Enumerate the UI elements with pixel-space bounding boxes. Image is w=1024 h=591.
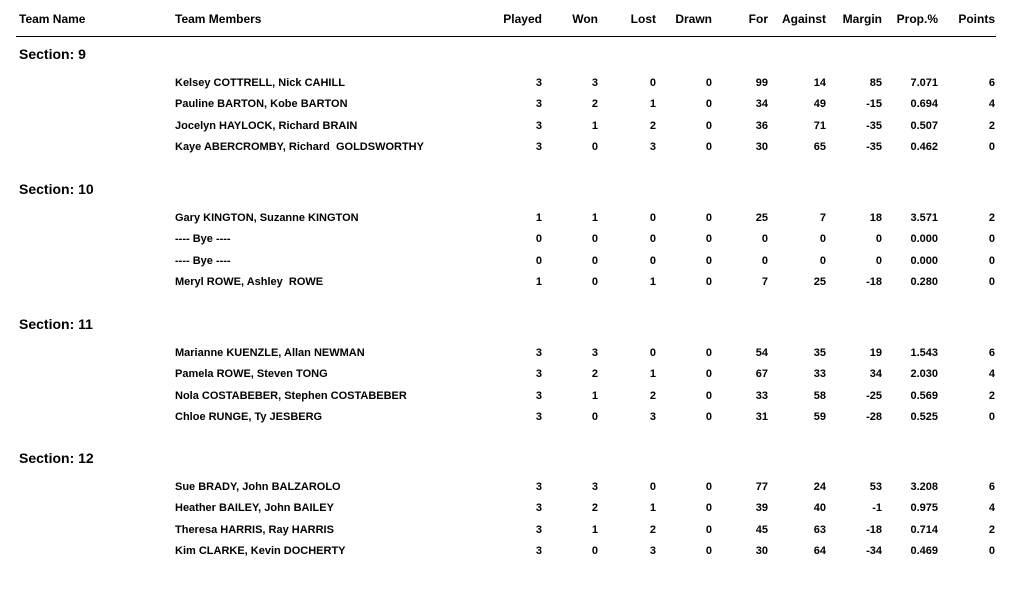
drawn-cell: 0	[705, 141, 712, 153]
for-cell: 25	[755, 212, 768, 224]
drawn-cell: 0	[705, 411, 712, 423]
played-cell: 3	[535, 502, 542, 514]
lost-cell: 0	[649, 347, 656, 359]
prop-cell: 3.208	[910, 481, 938, 493]
prop-cell: 0.000	[910, 255, 938, 267]
won-cell: 0	[591, 233, 598, 245]
lost-cell: 2	[649, 390, 656, 402]
header-divider	[16, 36, 996, 37]
played-cell: 0	[535, 255, 542, 267]
points-cell: 6	[988, 481, 995, 493]
points-cell: 2	[988, 120, 995, 132]
for-cell: 30	[755, 141, 768, 153]
for-cell: 45	[755, 524, 768, 536]
header-won: Won	[572, 12, 598, 26]
for-cell: 54	[755, 347, 768, 359]
table-row	[0, 120, 1024, 141]
margin-cell: 0	[875, 233, 882, 245]
drawn-cell: 0	[705, 347, 712, 359]
played-cell: 1	[535, 212, 542, 224]
for-cell: 39	[755, 502, 768, 514]
header-team-members: Team Members	[175, 12, 262, 26]
margin-cell: -35	[866, 141, 882, 153]
header-points: Points	[958, 12, 995, 26]
table-row	[0, 212, 1024, 233]
header-drawn: Drawn	[675, 12, 712, 26]
points-cell: 6	[988, 77, 995, 89]
for-cell: 7	[761, 276, 768, 288]
margin-cell: -25	[866, 390, 882, 402]
prop-cell: 0.569	[910, 390, 938, 402]
against-cell: 0	[819, 233, 826, 245]
header-margin: Margin	[842, 12, 882, 26]
for-cell: 31	[755, 411, 768, 423]
table-header	[0, 0, 1024, 36]
lost-cell: 0	[649, 481, 656, 493]
won-cell: 1	[591, 390, 598, 402]
team-members-cell: Theresa HARRIS, Ray HARRIS	[175, 524, 334, 536]
team-members-cell: Nola COSTABEBER, Stephen COSTABEBER	[175, 390, 407, 402]
points-cell: 0	[988, 255, 995, 267]
against-cell: 40	[813, 502, 826, 514]
for-cell: 77	[755, 481, 768, 493]
for-cell: 34	[755, 98, 768, 110]
points-cell: 0	[988, 233, 995, 245]
drawn-cell: 0	[705, 212, 712, 224]
margin-cell: -35	[866, 120, 882, 132]
table-row	[0, 368, 1024, 389]
against-cell: 0	[819, 255, 826, 267]
won-cell: 0	[591, 141, 598, 153]
table-row	[0, 77, 1024, 98]
won-cell: 2	[591, 368, 598, 380]
for-cell: 33	[755, 390, 768, 402]
lost-cell: 1	[649, 276, 656, 288]
for-cell: 67	[755, 368, 768, 380]
won-cell: 3	[591, 481, 598, 493]
prop-cell: 7.071	[910, 77, 938, 89]
header-team-name: Team Name	[19, 12, 86, 26]
drawn-cell: 0	[705, 524, 712, 536]
table-row	[0, 502, 1024, 523]
played-cell: 3	[535, 77, 542, 89]
drawn-cell: 0	[705, 77, 712, 89]
prop-cell: 0.469	[910, 545, 938, 557]
team-members-cell: ---- Bye ----	[175, 233, 231, 245]
for-cell: 30	[755, 545, 768, 557]
against-cell: 33	[813, 368, 826, 380]
played-cell: 3	[535, 120, 542, 132]
table-row	[0, 98, 1024, 119]
team-members-cell: Pauline BARTON, Kobe BARTON	[175, 98, 348, 110]
against-cell: 63	[813, 524, 826, 536]
against-cell: 71	[813, 120, 826, 132]
drawn-cell: 0	[705, 98, 712, 110]
section-title: Section: 12	[19, 450, 94, 466]
team-members-cell: Kaye ABERCROMBY, Richard GOLDSWORTHY	[175, 141, 424, 153]
played-cell: 3	[535, 545, 542, 557]
lost-cell: 1	[649, 502, 656, 514]
played-cell: 3	[535, 411, 542, 423]
margin-cell: -18	[866, 524, 882, 536]
against-cell: 25	[813, 276, 826, 288]
drawn-cell: 0	[705, 276, 712, 288]
margin-cell: 53	[869, 481, 882, 493]
points-cell: 0	[988, 411, 995, 423]
lost-cell: 2	[649, 120, 656, 132]
points-cell: 4	[988, 502, 995, 514]
prop-cell: 0.975	[910, 502, 938, 514]
margin-cell: 19	[869, 347, 882, 359]
team-members-cell: Marianne KUENZLE, Allan NEWMAN	[175, 347, 365, 359]
won-cell: 3	[591, 77, 598, 89]
points-cell: 4	[988, 98, 995, 110]
for-cell: 99	[755, 77, 768, 89]
points-cell: 6	[988, 347, 995, 359]
section-title: Section: 9	[19, 46, 86, 62]
header-prop: Prop.%	[896, 12, 938, 26]
table-row	[0, 233, 1024, 254]
prop-cell: 0.462	[910, 141, 938, 153]
against-cell: 64	[813, 545, 826, 557]
won-cell: 0	[591, 411, 598, 423]
prop-cell: 0.525	[910, 411, 938, 423]
prop-cell: 0.507	[910, 120, 938, 132]
drawn-cell: 0	[705, 255, 712, 267]
lost-cell: 0	[649, 212, 656, 224]
played-cell: 3	[535, 141, 542, 153]
played-cell: 3	[535, 98, 542, 110]
lost-cell: 0	[649, 255, 656, 267]
prop-cell: 1.543	[910, 347, 938, 359]
for-cell: 0	[761, 255, 768, 267]
played-cell: 1	[535, 276, 542, 288]
table-row	[0, 347, 1024, 368]
margin-cell: -15	[866, 98, 882, 110]
prop-cell: 0.280	[910, 276, 938, 288]
against-cell: 58	[813, 390, 826, 402]
team-members-cell: Chloe RUNGE, Ty JESBERG	[175, 411, 323, 423]
against-cell: 35	[813, 347, 826, 359]
points-cell: 2	[988, 524, 995, 536]
played-cell: 3	[535, 347, 542, 359]
points-cell: 2	[988, 390, 995, 402]
section-title: Section: 11	[19, 316, 93, 332]
points-cell: 0	[988, 141, 995, 153]
won-cell: 1	[591, 524, 598, 536]
margin-cell: 0	[875, 255, 882, 267]
won-cell: 1	[591, 212, 598, 224]
team-members-cell: Pamela ROWE, Steven TONG	[175, 368, 328, 380]
drawn-cell: 0	[705, 502, 712, 514]
against-cell: 59	[813, 411, 826, 423]
against-cell: 7	[819, 212, 826, 224]
margin-cell: 34	[869, 368, 882, 380]
team-members-cell: Meryl ROWE, Ashley ROWE	[175, 276, 324, 288]
team-members-cell: Kelsey COTTRELL, Nick CAHILL	[175, 77, 345, 89]
won-cell: 0	[591, 545, 598, 557]
prop-cell: 0.000	[910, 233, 938, 245]
drawn-cell: 0	[705, 368, 712, 380]
section-title: Section: 10	[19, 181, 94, 197]
played-cell: 0	[535, 233, 542, 245]
header-played: Played	[503, 12, 542, 26]
won-cell: 1	[591, 120, 598, 132]
table-row	[0, 255, 1024, 276]
team-members-cell: ---- Bye ----	[175, 255, 231, 267]
played-cell: 3	[535, 390, 542, 402]
won-cell: 2	[591, 98, 598, 110]
points-cell: 2	[988, 212, 995, 224]
against-cell: 24	[813, 481, 826, 493]
lost-cell: 3	[649, 141, 656, 153]
played-cell: 3	[535, 481, 542, 493]
lost-cell: 3	[649, 411, 656, 423]
played-cell: 3	[535, 368, 542, 380]
drawn-cell: 0	[705, 481, 712, 493]
team-members-cell: Kim CLARKE, Kevin DOCHERTY	[175, 545, 346, 557]
points-cell: 4	[988, 368, 995, 380]
team-members-cell: Sue BRADY, John BALZAROLO	[175, 481, 341, 493]
table-row	[0, 141, 1024, 162]
table-row	[0, 545, 1024, 566]
lost-cell: 0	[649, 233, 656, 245]
lost-cell: 1	[649, 98, 656, 110]
played-cell: 3	[535, 524, 542, 536]
points-cell: 0	[988, 276, 995, 288]
won-cell: 3	[591, 347, 598, 359]
won-cell: 0	[591, 276, 598, 288]
margin-cell: -28	[866, 411, 882, 423]
prop-cell: 2.030	[910, 368, 938, 380]
margin-cell: 85	[869, 77, 882, 89]
prop-cell: 0.694	[910, 98, 938, 110]
header-for: For	[748, 12, 768, 26]
margin-cell: -34	[866, 545, 882, 557]
drawn-cell: 0	[705, 545, 712, 557]
header-against: Against	[781, 12, 826, 26]
team-members-cell: Jocelyn HAYLOCK, Richard BRAIN	[175, 120, 358, 132]
team-members-cell: Heather BAILEY, John BAILEY	[175, 502, 334, 514]
drawn-cell: 0	[705, 120, 712, 132]
table-row	[0, 524, 1024, 545]
margin-cell: 18	[869, 212, 882, 224]
header-lost: Lost	[630, 12, 656, 26]
table-row	[0, 481, 1024, 502]
won-cell: 0	[591, 255, 598, 267]
drawn-cell: 0	[705, 233, 712, 245]
lost-cell: 1	[649, 368, 656, 380]
margin-cell: -1	[872, 502, 882, 514]
won-cell: 2	[591, 502, 598, 514]
against-cell: 49	[813, 98, 826, 110]
table-row	[0, 390, 1024, 411]
table-row	[0, 411, 1024, 432]
against-cell: 14	[813, 77, 826, 89]
lost-cell: 0	[649, 77, 656, 89]
lost-cell: 2	[649, 524, 656, 536]
against-cell: 65	[813, 141, 826, 153]
lost-cell: 3	[649, 545, 656, 557]
for-cell: 36	[755, 120, 768, 132]
margin-cell: -18	[866, 276, 882, 288]
team-members-cell: Gary KINGTON, Suzanne KINGTON	[175, 212, 359, 224]
for-cell: 0	[761, 233, 768, 245]
table-row	[0, 276, 1024, 297]
prop-cell: 0.714	[910, 524, 938, 536]
drawn-cell: 0	[705, 390, 712, 402]
prop-cell: 3.571	[910, 212, 938, 224]
points-cell: 0	[988, 545, 995, 557]
